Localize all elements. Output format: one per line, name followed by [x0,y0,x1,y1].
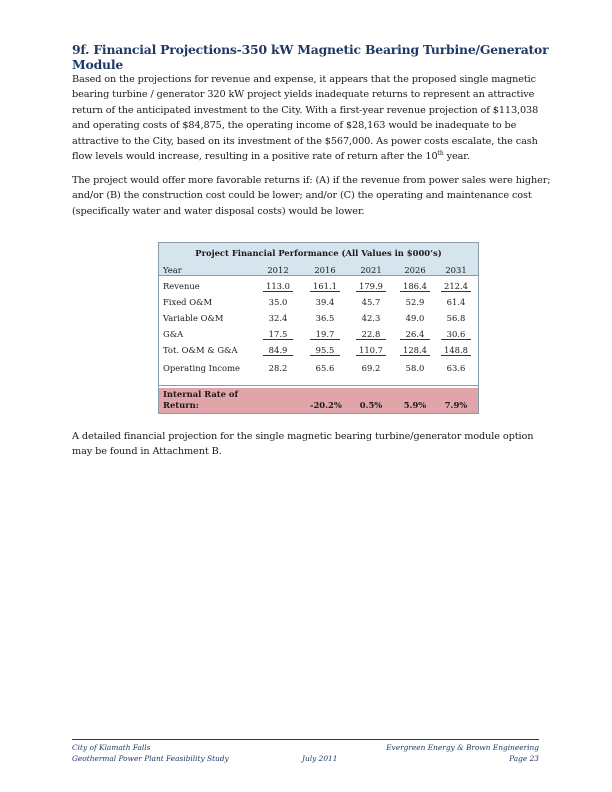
row-label-variable-om: Variable O&M [163,313,224,323]
year-2021: 2021 [360,265,382,275]
footer-city: City of Klamath Falls [72,743,151,752]
irr-value: 0.5% [359,400,383,410]
row-label-ga: G&A [163,329,184,339]
irr-label-line1: Internal Rate of [163,389,239,399]
table-cell: 26.4 [400,329,430,340]
table-cell: 32.4 [268,313,288,323]
year-2012: 2012 [267,265,289,275]
table-cell: 65.6 [315,363,335,373]
paragraph-attachment: A detailed financial projection for the single magnetic bearing turbine/generator module option may be found in Attachment B. [72,431,534,458]
footer-study-title: Geothermal Power Plant Feasibility Study [72,754,229,763]
table-cell: 186.4 [400,281,430,292]
row-label-fixed-om: Fixed O&M [163,297,213,307]
table-cell: 30.6 [441,329,471,340]
table-cell: 35.0 [268,297,288,307]
table-cell: 56.8 [446,313,466,323]
table-cell: 84.9 [263,345,293,356]
table-cell: 63.6 [446,363,466,373]
irr-label-line2: Return: [163,400,199,410]
table-cell: 58.0 [405,363,425,373]
irr-value: 7.9% [444,400,468,410]
table-cell: 45.7 [361,297,381,307]
table-cell: 148.8 [441,345,471,356]
year-2031: 2031 [445,265,467,275]
paragraph-projections-text: Based on the projections for revenue and expense, it appears that the proposed single magnetic bearing turbine / generator 320 kW project yields inadequate returns to represent an attractive return of the anticipated investment to the City. With a first-year revenue projection of $113,038 and operating costs of $84,875, the operating income of $28,163 would be inadequate to be attractive to the City, based on its investment of the $567,000. As power costs escalate, the cash flow levels would increase, resulting in a positive rate of return after the 10 [72,74,539,163]
footer-date: July 2011 [302,754,338,763]
table-cell: 19.7 [310,329,340,340]
year-2026: 2026 [404,265,426,275]
table-cell: 36.5 [315,313,335,323]
row-label-total-om-ga: Tot. O&M & G&A [163,345,238,355]
irr-value: -20.2% [310,400,342,410]
paragraph-projections [72,72,552,164]
row-label-revenue: Revenue [163,281,200,291]
table-cell: 61.4 [446,297,466,307]
table-cell: 95.5 [310,345,340,356]
row-label-operating-income: Operating Income [163,363,240,373]
irr-value: 5.9% [403,400,427,410]
irr-divider [159,385,478,386]
irr-row [159,388,478,413]
table-cell: 39.4 [315,297,335,307]
year-2016: 2016 [314,265,336,275]
section-heading: 9f. Financial Projections-350 kW Magnetic Bearing Turbine/Generator Module [72,42,549,72]
footer-divider [72,739,539,740]
table-cell: 17.5 [263,329,293,340]
year-label: Year [163,265,182,275]
table-cell: 110.7 [356,345,386,356]
financial-performance-table [158,242,479,414]
table-cell: 113.0 [263,281,293,292]
table-cell: 52.9 [405,297,425,307]
paragraph-projections-tail: year. [443,151,470,163]
irr-label [163,389,238,411]
table-cell: 28.2 [268,363,288,373]
table-cell: 22.8 [356,329,386,340]
footer-page-number: Page 23 [509,754,539,763]
table-cell: 42.3 [361,313,381,323]
table-cell: 69.2 [361,363,381,373]
table-cell: 49.0 [405,313,425,323]
paragraph-favorable-returns: The project would offer more favorable returns if: (A) if the revenue from power sales were higher; and/or (B) the construction cost could be lower; and/or (C) the operating and maintenance cost (specifically water and water disposal costs) would be lower. [72,175,551,217]
superscript-th: th [437,149,444,157]
table-title: Project Financial Performance (All Values in $000’s) [159,243,478,263]
footer-authors: Evergreen Energy & Brown Engineering [386,743,539,752]
table-cell: 128.4 [400,345,430,356]
table-cell: 179.9 [356,281,386,292]
header-divider [159,275,478,276]
table-cell: 161.1 [310,281,340,292]
table-cell: 212.4 [441,281,471,292]
